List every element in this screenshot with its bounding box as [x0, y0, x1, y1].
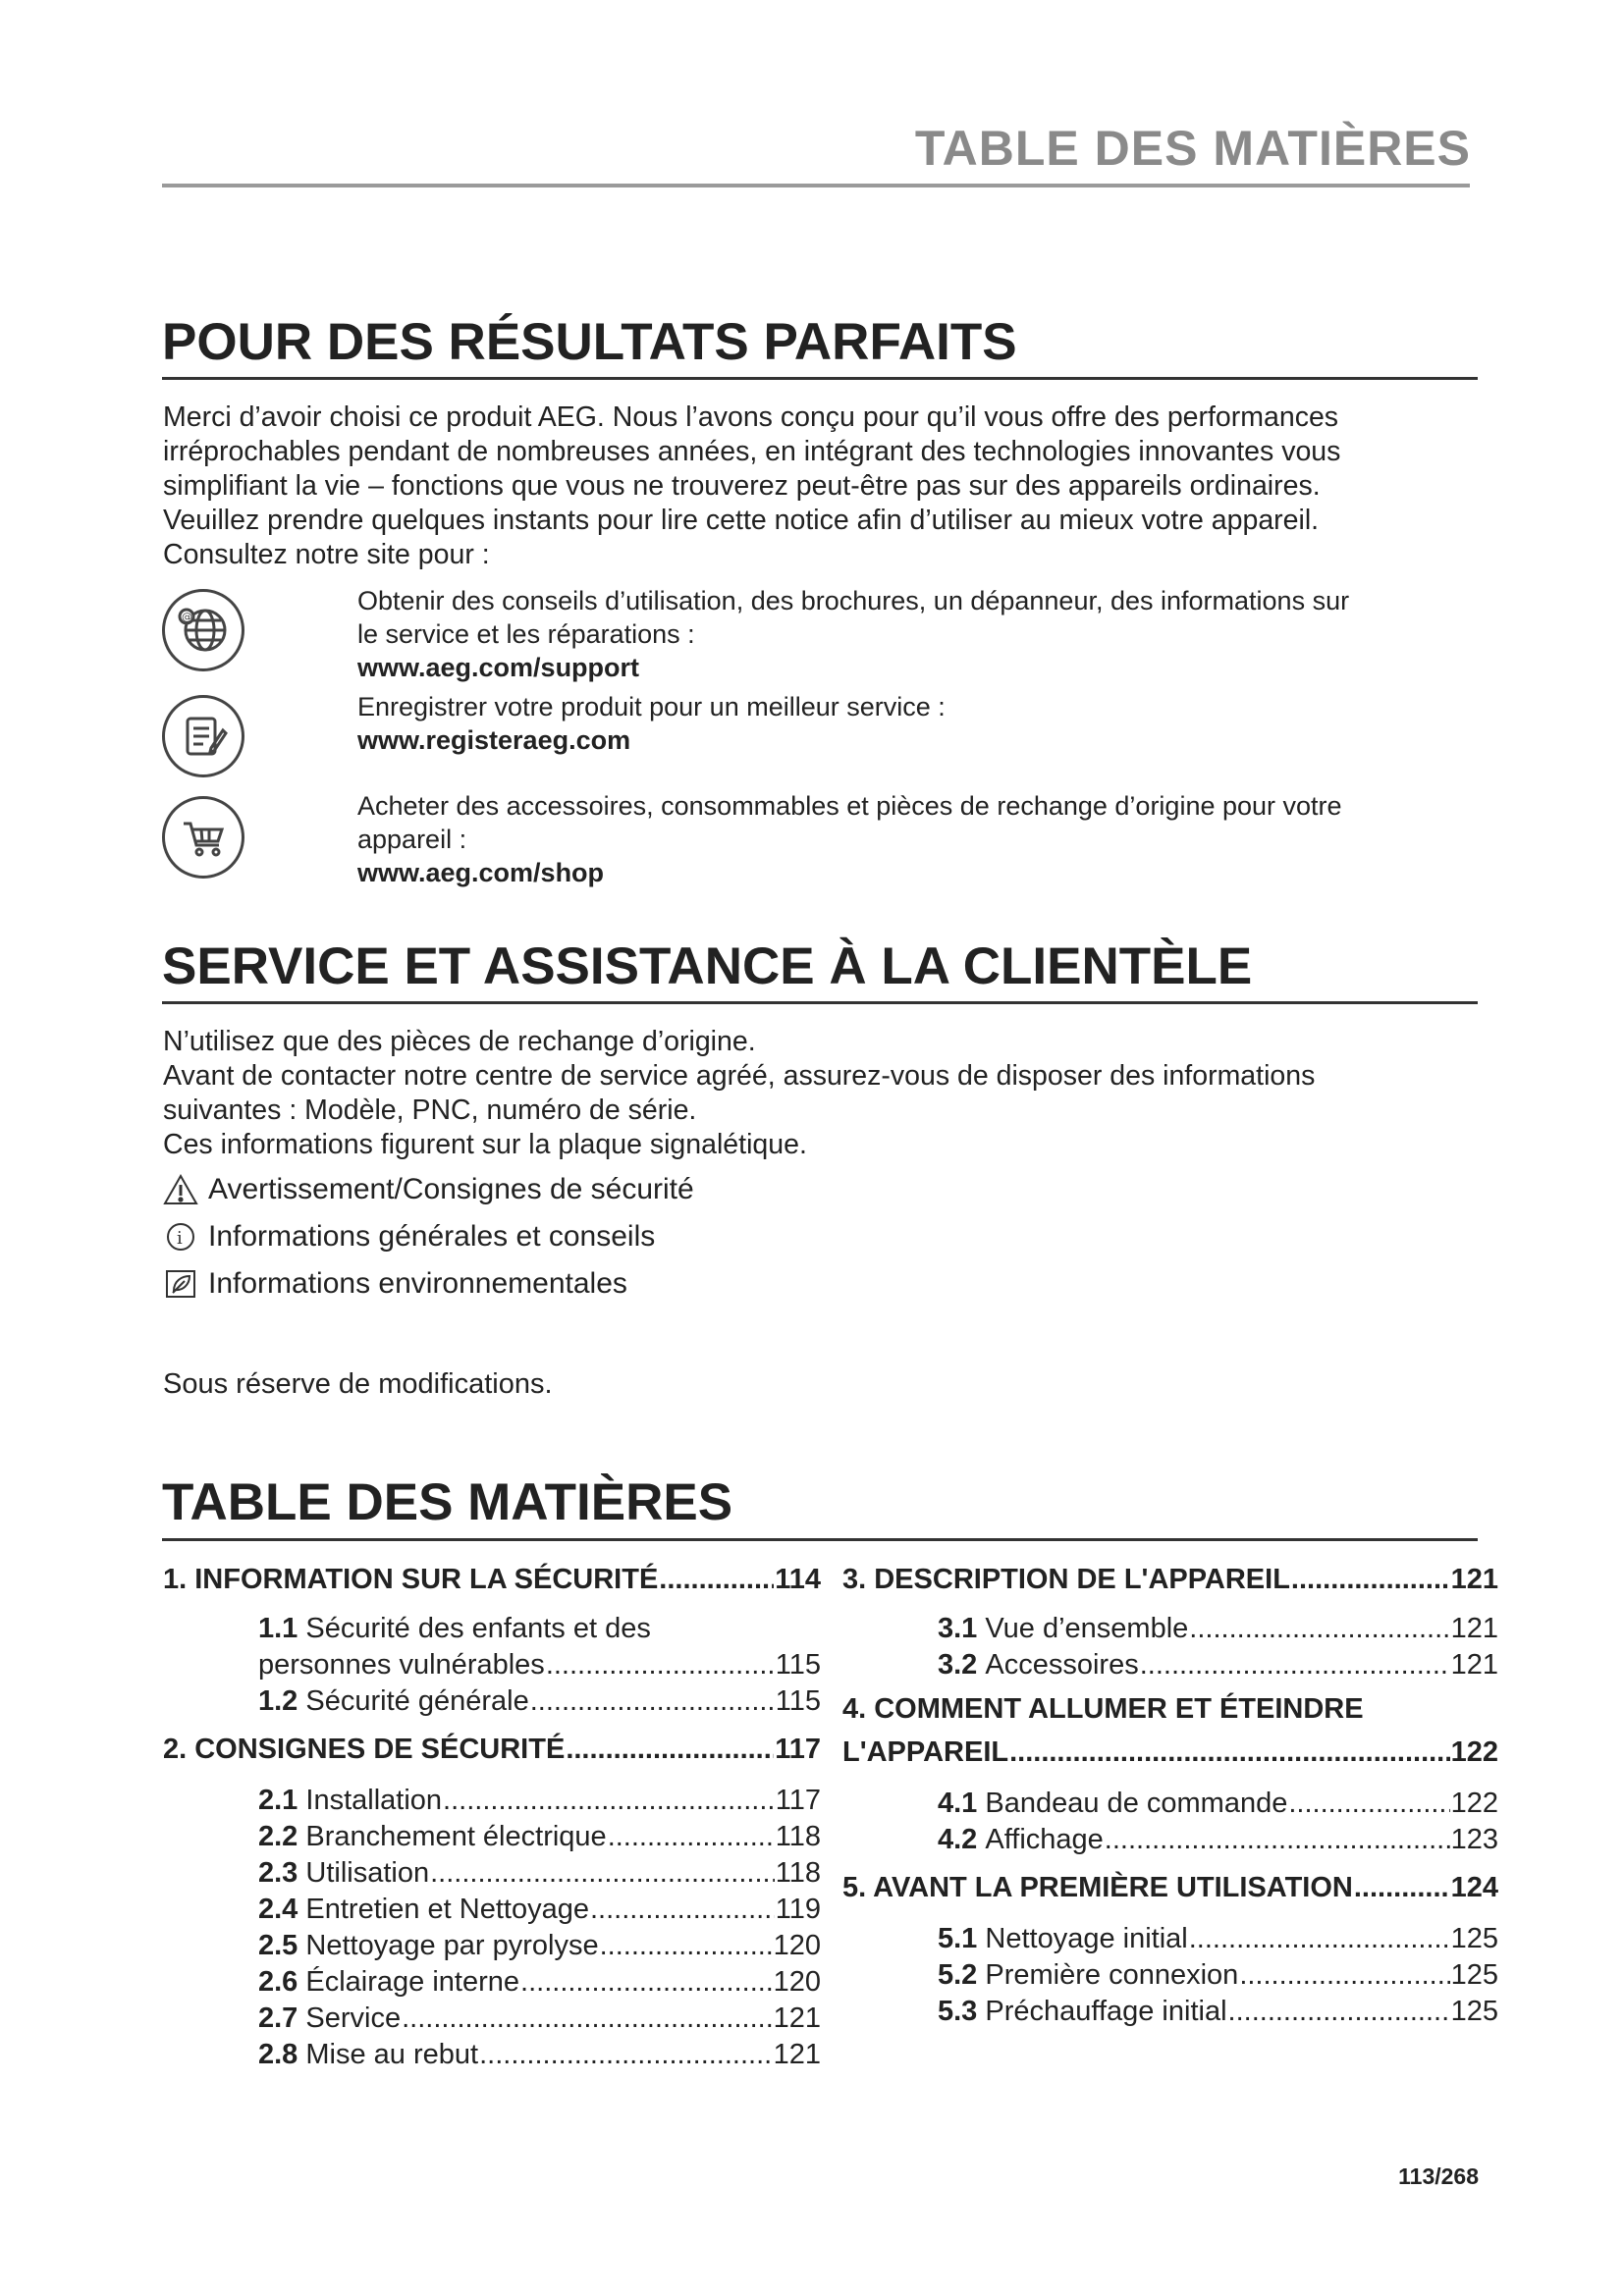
toc-number: 2.8	[258, 2039, 298, 2070]
section-divider	[162, 377, 1478, 380]
section-divider	[162, 1001, 1478, 1004]
shopping-cart-icon	[162, 796, 244, 879]
toc-label: 5. AVANT LA PREMIÈRE UTILISATION	[842, 1872, 1353, 1903]
register-link[interactable]: www.registeraeg.com	[357, 725, 631, 755]
resource-text: Acheter des accessoires, consommables et pièces de rechange d’origine pour votre	[357, 791, 1342, 821]
toc-chapter[interactable]	[163, 1734, 821, 1773]
header-divider	[162, 184, 1470, 187]
text-line: Veuillez prendre quelques instants pour lire cette notice afin d’utiliser au mieux votre appareil.	[163, 505, 1320, 536]
toc-label: Branchement électrique	[305, 1821, 607, 1852]
toc-number: 1.1	[258, 1613, 298, 1644]
resource-register	[357, 690, 1467, 757]
toc-page: 118	[775, 1821, 821, 1852]
info-icon	[163, 1220, 198, 1254]
toc-number: 1.2	[258, 1685, 298, 1717]
toc-number: 2.3	[258, 1857, 298, 1889]
toc-page: 120	[773, 1930, 821, 1961]
intro-paragraph	[163, 400, 1479, 572]
legend-label: Informations générales et conseils	[208, 1220, 656, 1253]
environment-icon	[163, 1267, 198, 1301]
text-line: irréprochables pendant de nombreuses années, en intégrant des technologies innovantes vous	[163, 436, 1341, 467]
toc-page: 123	[1450, 1824, 1498, 1855]
toc-item[interactable]	[258, 1894, 821, 1930]
section-title-toc: TABLE DES MATIÈRES	[162, 1473, 733, 1531]
toc-number: 2.5	[258, 1930, 298, 1961]
service-paragraph	[163, 1025, 1479, 1162]
toc-label: Sécurité des enfants et des	[305, 1613, 651, 1644]
toc-item[interactable]	[258, 2039, 821, 2075]
toc-item[interactable]	[938, 1923, 1498, 1959]
toc-label: Utilisation	[305, 1857, 430, 1889]
toc-label: Entretien et Nettoyage	[305, 1894, 589, 1925]
resource-text: le service et les réparations :	[357, 619, 695, 649]
toc-item[interactable]	[938, 1613, 1498, 1649]
toc-label: Nettoyage initial	[985, 1923, 1188, 1954]
toc-page: 121	[773, 2002, 821, 2034]
toc-page: 114	[775, 1564, 821, 1595]
text-line: Avant de contacter notre centre de service agréé, assurez-vous de disposer des informations	[163, 1060, 1316, 1092]
toc-number: 2.1	[258, 1785, 298, 1816]
toc-page: 125	[1450, 1996, 1498, 2027]
toc-page: 121	[1450, 1649, 1498, 1681]
toc-item[interactable]	[258, 1613, 821, 1649]
resource-support	[357, 584, 1467, 684]
toc-item[interactable]	[938, 1959, 1498, 1996]
resource-shop	[357, 789, 1467, 889]
toc-label: L'APPAREIL	[842, 1736, 1009, 1768]
section-divider	[162, 1538, 1478, 1541]
toc-item[interactable]	[258, 1685, 821, 1722]
toc-number: 4.2	[938, 1824, 978, 1855]
toc-label: 1. INFORMATION SUR LA SÉCURITÉ	[163, 1564, 659, 1595]
toc-chapter[interactable]	[163, 1564, 821, 1603]
toc-label: Service	[305, 2002, 402, 2034]
toc-page: 117	[775, 1785, 821, 1816]
toc-chapter[interactable]	[842, 1564, 1498, 1603]
svg-text:@: @	[182, 611, 192, 623]
toc-page: 120	[773, 1966, 821, 1998]
toc-label: personnes vulnérables	[258, 1649, 545, 1681]
section-title-results: POUR DES RÉSULTATS PARFAITS	[162, 313, 1017, 371]
toc-label: Mise au rebut	[305, 2039, 479, 2070]
legend-label: Avertissement/Consignes de sécurité	[208, 1173, 694, 1205]
text-line: simplifiant la vie – fonctions que vous ne trouverez peut-être pas sur des appareils ordinaires.	[163, 470, 1321, 502]
text-line: suivantes : Modèle, PNC, numéro de série.	[163, 1095, 697, 1126]
toc-page: 119	[775, 1894, 821, 1925]
toc-label: Nettoyage par pyrolyse	[305, 1930, 599, 1961]
toc-item[interactable]	[938, 1996, 1498, 2032]
toc-number: 4.1	[938, 1788, 978, 1819]
toc-label: Éclairage interne	[305, 1966, 520, 1998]
resource-text: appareil :	[357, 825, 467, 854]
toc-page: 122	[1450, 1788, 1498, 1819]
toc-page: 125	[1450, 1923, 1498, 1954]
toc-chapter-continued[interactable]	[842, 1736, 1498, 1776]
toc-number: 3.1	[938, 1613, 978, 1644]
toc-left-column	[163, 1564, 821, 2075]
toc-page: 121	[773, 2039, 821, 2070]
text-line: N’utilisez que des pièces de rechange d’origine.	[163, 1026, 756, 1057]
toc-page: 125	[1450, 1959, 1498, 1991]
text-line: Ces informations figurent sur la plaque signalétique.	[163, 1129, 807, 1160]
toc-item[interactable]	[258, 1785, 821, 1821]
toc-page: 121	[1450, 1613, 1498, 1644]
resource-text: Obtenir des conseils d’utilisation, des brochures, un dépanneur, des informations sur	[357, 586, 1350, 615]
text-line: Consultez notre site pour :	[163, 539, 490, 570]
notice-text: Sous réserve de modifications.	[163, 1368, 553, 1400]
page-header-title: TABLE DES MATIÈRES	[914, 121, 1471, 176]
toc-number: 5.3	[938, 1996, 978, 2027]
toc-number: 5.2	[938, 1959, 978, 1991]
toc-label: Sécurité générale	[305, 1685, 529, 1717]
toc-number: 2.7	[258, 2002, 298, 2034]
toc-number: 2.2	[258, 1821, 298, 1852]
legend-environment	[163, 1266, 627, 1302]
register-icon	[162, 695, 244, 777]
toc-item[interactable]	[258, 1821, 821, 1857]
toc-item[interactable]	[938, 1649, 1498, 1685]
legend-label: Informations environnementales	[208, 1267, 627, 1300]
toc-page: 122	[1450, 1736, 1498, 1768]
toc-item[interactable]	[258, 1930, 821, 1966]
toc-label: Vue d’ensemble	[985, 1613, 1189, 1644]
toc-label: Accessoires	[985, 1649, 1139, 1681]
toc-page: 115	[775, 1649, 821, 1681]
svg-text:i: i	[177, 1228, 183, 1249]
toc-label: 3. DESCRIPTION DE L'APPAREIL	[842, 1564, 1290, 1595]
toc-label: Première connexion	[985, 1959, 1239, 1991]
text-line: Merci d’avoir choisi ce produit AEG. Nous l’avons conçu pour qu’il vous offre des performances	[163, 401, 1339, 433]
toc-page: 121	[1450, 1564, 1498, 1595]
toc-label: 4. COMMENT ALLUMER ET ÉTEINDRE	[842, 1693, 1364, 1725]
shop-link[interactable]: www.aeg.com/shop	[357, 858, 605, 887]
support-link[interactable]: www.aeg.com/support	[357, 653, 640, 682]
toc-right-column	[842, 1564, 1498, 2032]
legend-warning	[163, 1172, 694, 1207]
section-title-service: SERVICE ET ASSISTANCE À LA CLIENTÈLE	[162, 937, 1253, 995]
toc-label: Préchauffage initial	[985, 1996, 1227, 2027]
toc-chapter[interactable]	[842, 1872, 1498, 1911]
toc-item[interactable]	[938, 1788, 1498, 1824]
toc-item[interactable]	[258, 2002, 821, 2039]
toc-page: 117	[775, 1734, 821, 1765]
toc-number: 3.2	[938, 1649, 978, 1681]
toc-label: Affichage	[985, 1824, 1104, 1855]
legend-info	[163, 1219, 655, 1255]
toc-chapter[interactable]	[842, 1693, 1498, 1733]
resource-text: Enregistrer votre produit pour un meilleur service :	[357, 692, 946, 721]
toc-page: 124	[1450, 1872, 1498, 1903]
page-number: 113/268	[1398, 2163, 1479, 2189]
globe-icon	[162, 589, 244, 671]
toc-label: 2. CONSIGNES DE SÉCURITÉ	[163, 1734, 566, 1765]
toc-page: 115	[775, 1685, 821, 1717]
toc-page: 118	[775, 1857, 821, 1889]
toc-item[interactable]	[258, 1857, 821, 1894]
toc-number: 2.4	[258, 1894, 298, 1925]
warning-icon	[163, 1173, 198, 1206]
toc-item[interactable]	[258, 1966, 821, 2002]
toc-item-continued[interactable]	[258, 1649, 821, 1685]
toc-item[interactable]	[938, 1824, 1498, 1860]
toc-label: Installation	[305, 1785, 443, 1816]
toc-number: 5.1	[938, 1923, 978, 1954]
toc-label: Bandeau de commande	[985, 1788, 1288, 1819]
toc-number: 2.6	[258, 1966, 298, 1998]
